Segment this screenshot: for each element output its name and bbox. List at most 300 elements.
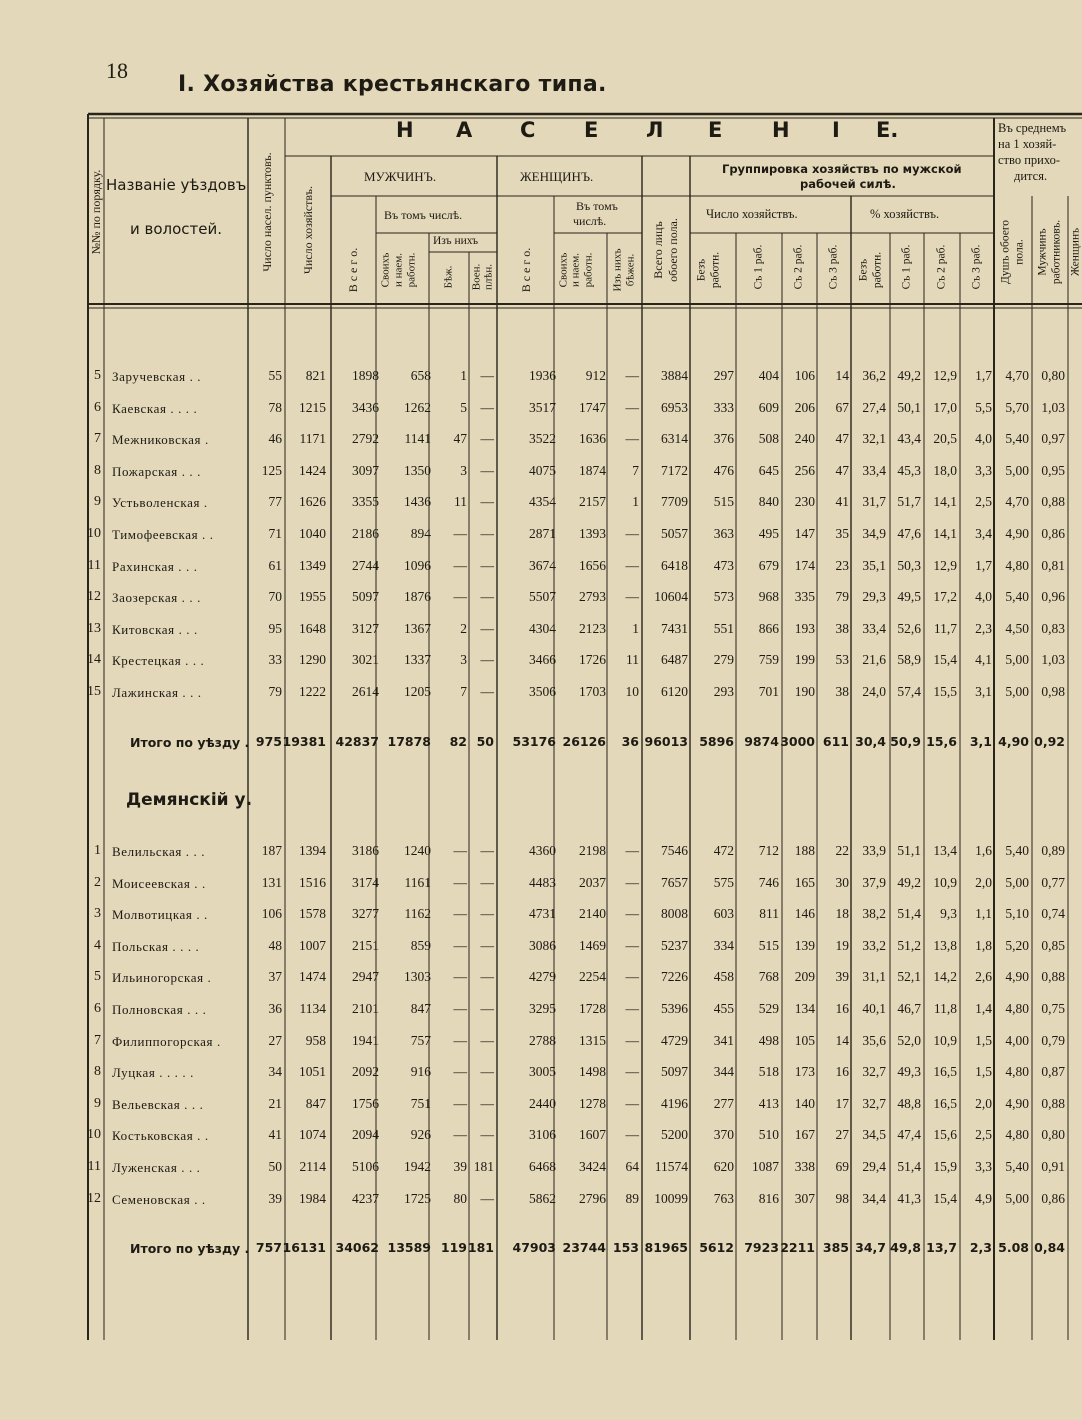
table-cell: 816 <box>758 1190 779 1206</box>
table-cell: 341 <box>713 1032 734 1048</box>
total-cell: 53176 <box>512 734 556 749</box>
men-own-hired-header-3: работн. <box>405 252 418 288</box>
table-cell: 79 <box>268 684 282 699</box>
row-number: 13 <box>87 620 101 636</box>
table-cell: 7431 <box>661 620 688 636</box>
table-cell: 5097 <box>661 1064 688 1080</box>
table-cell: 763 <box>713 1190 734 1206</box>
volost-name: Китовская . . . <box>112 621 198 637</box>
table-cell: 968 <box>758 589 779 605</box>
table-cell: 916 <box>410 1064 431 1080</box>
table-cell: 20,5 <box>933 431 957 447</box>
table-cell: 620 <box>713 1159 734 1174</box>
table-cell: 6314 <box>661 431 688 447</box>
table-cell: 2744 <box>352 557 379 573</box>
table-cell: 1,1 <box>975 906 992 922</box>
avg-heading-2: на 1 хозяй- <box>998 137 1057 151</box>
table-cell: 6953 <box>661 399 688 415</box>
table-cell: 334 <box>713 937 734 953</box>
row-number: 7 <box>94 1032 101 1048</box>
table-cell: 46 <box>268 431 282 447</box>
table-cell: 64 <box>625 1159 639 1174</box>
volost-name: Тимофеевская . . <box>112 527 214 542</box>
table-cell: 17,2 <box>933 589 957 605</box>
table-cell: 10 <box>625 684 639 699</box>
table-cell: 3097 <box>352 462 379 478</box>
table-cell: 47 <box>835 462 849 478</box>
table-cell: 0,86 <box>1041 1190 1065 1206</box>
table-cell: 38 <box>835 684 849 699</box>
table-cell: 32,7 <box>862 1095 886 1111</box>
table-cell: 3086 <box>529 937 556 953</box>
table-cell: 10,9 <box>933 874 957 890</box>
table-cell: 1898 <box>352 368 379 383</box>
table-cell: 14,1 <box>933 494 957 510</box>
table-cell: 3021 <box>352 652 379 668</box>
table-cell: 1424 <box>299 462 326 478</box>
table-cell: 1162 <box>404 906 431 922</box>
table-cell: 926 <box>410 1127 431 1143</box>
table-cell: 335 <box>794 589 815 605</box>
table-cell: 36,2 <box>862 368 886 383</box>
table-cell: 3355 <box>352 494 379 510</box>
total-cell: 153 <box>612 1240 639 1255</box>
table-cell: 36 <box>268 1001 282 1016</box>
row-number: 5 <box>94 368 101 383</box>
table-cell: 52,6 <box>897 620 921 636</box>
table-cell: 0,89 <box>1041 843 1065 858</box>
table-cell: 2094 <box>352 1127 379 1143</box>
table-cell: 5,00 <box>1005 684 1029 699</box>
table-cell: 17 <box>835 1095 849 1111</box>
table-cell: 2,0 <box>975 1095 992 1111</box>
volost-name: Заозерская . . . <box>112 590 201 606</box>
table-cell: — <box>453 906 467 922</box>
table-cell: 3506 <box>529 684 556 699</box>
row-number: 9 <box>94 494 101 510</box>
table-cell: 1141 <box>404 431 431 447</box>
g0-pct-header-2: работн. <box>871 251 884 289</box>
row-number: 10 <box>87 526 101 541</box>
table-cell: 1394 <box>299 843 326 858</box>
table-cell: 3 <box>460 652 467 668</box>
volost-name: Каевская . . . . <box>112 400 198 416</box>
total-cell: 5896 <box>699 734 734 749</box>
table-cell: 4,9 <box>975 1190 992 1206</box>
table-cell: 1290 <box>299 652 326 668</box>
table-cell: — <box>453 874 467 890</box>
table-cell: 35 <box>835 526 849 541</box>
pow-header-2: плѣн. <box>482 264 495 290</box>
table-cell: 5507 <box>529 589 556 605</box>
table-cell: 821 <box>305 368 326 383</box>
table-cell: 173 <box>794 1064 815 1080</box>
table-cell: — <box>480 843 494 858</box>
g1-pct-header: Съ 1 раб. <box>900 244 913 290</box>
table-cell: 4,90 <box>1005 1095 1029 1111</box>
table-cell: 55 <box>268 368 282 383</box>
table-cell: — <box>480 526 494 541</box>
table-cell: 27 <box>835 1127 849 1143</box>
table-cell: 5,10 <box>1005 906 1029 922</box>
table-cell: 3005 <box>529 1064 556 1080</box>
row-number: 10 <box>87 1127 101 1143</box>
table-cell: 1747 <box>579 399 606 415</box>
g3-pct-header: Съ 3 раб. <box>970 244 983 290</box>
table-cell: 5,40 <box>1005 843 1029 858</box>
table-cell: 77 <box>268 494 282 510</box>
g2-pct-header: Съ 2 раб. <box>935 244 948 290</box>
table-cell: 751 <box>410 1095 431 1111</box>
volost-name: Лажинская . . . <box>112 685 202 700</box>
table-cell: 13,4 <box>933 843 957 858</box>
total-cell: 2211 <box>780 1240 815 1255</box>
table-cell: 1636 <box>579 431 606 447</box>
table-cell: 2140 <box>579 906 606 922</box>
total-cell: 47903 <box>512 1240 556 1255</box>
row-number: 7 <box>94 431 101 447</box>
table-cell: 139 <box>794 937 815 953</box>
g1-header: Съ 1 раб. <box>752 244 765 290</box>
table-cell: — <box>480 652 494 668</box>
table-cell: 71 <box>268 526 282 541</box>
table-cell: 2,3 <box>975 620 992 636</box>
volost-name: Ильиногорская . <box>112 970 212 986</box>
volost-name: Межниковская . <box>112 432 209 448</box>
total-cell: 96013 <box>644 734 688 749</box>
souls-header-2: пола. <box>1013 239 1026 265</box>
women-refugees-header-2: бѣжен. <box>624 253 637 287</box>
table-cell: 5,00 <box>1005 462 1029 478</box>
table-cell: 8008 <box>661 906 688 922</box>
table-cell: 307 <box>794 1190 815 1206</box>
table-cell: 0,91 <box>1041 1159 1065 1174</box>
total-cell: 181 <box>467 1240 494 1255</box>
table-cell: 4,80 <box>1005 1001 1029 1016</box>
naselenie-letter: І <box>832 118 840 142</box>
total-cell: 16131 <box>282 1240 326 1255</box>
table-cell: 39 <box>835 969 849 985</box>
table-cell: 3295 <box>529 1001 556 1016</box>
table-cell: 240 <box>794 431 815 447</box>
table-cell: 16,5 <box>933 1095 957 1111</box>
table-cell: 0,88 <box>1041 1095 1065 1111</box>
row-number: 15 <box>87 684 101 699</box>
women-own-hired-header-3: работн. <box>582 252 595 288</box>
table-cell: 4196 <box>661 1095 688 1111</box>
table-cell: 1337 <box>404 652 431 668</box>
volost-name: Крестецкая . . . <box>112 653 205 669</box>
table-cell: 10099 <box>654 1190 688 1206</box>
table-cell: 376 <box>713 431 734 447</box>
table-cell: — <box>453 526 467 541</box>
total-cell: 42837 <box>335 734 379 749</box>
table-cell: — <box>453 1127 467 1143</box>
table-cell: 47,4 <box>897 1127 921 1143</box>
table-cell: 29,4 <box>862 1159 886 1174</box>
table-cell: 1240 <box>404 843 431 858</box>
table-cell: 15,4 <box>933 1190 957 1206</box>
naselenie-letter: Е. <box>876 118 899 142</box>
table-cell: 1469 <box>579 937 606 953</box>
table-cell: 2,5 <box>975 1127 992 1143</box>
table-cell: 2037 <box>579 874 606 890</box>
table-cell: 1205 <box>404 684 431 699</box>
table-cell: 98 <box>835 1190 849 1206</box>
table-cell: 1393 <box>579 526 606 541</box>
table-cell: 33 <box>268 652 282 668</box>
table-cell: 10,9 <box>933 1032 957 1048</box>
table-cell: 79 <box>835 589 849 605</box>
table-cell: 47,6 <box>897 526 921 541</box>
table-cell: 51,4 <box>897 906 921 922</box>
volost-name: Костьковская . . <box>112 1128 209 1144</box>
table-cell: 14 <box>835 368 849 383</box>
table-cell: 404 <box>758 368 779 383</box>
table-cell: 3174 <box>352 874 379 890</box>
table-cell: 10604 <box>654 589 688 605</box>
table-cell: — <box>480 1095 494 1111</box>
men-own-hired-header-1: Своихъ <box>379 252 392 288</box>
table-cell: 51,1 <box>897 843 921 858</box>
table-cell: 0,88 <box>1041 969 1065 985</box>
table-cell: — <box>625 969 639 985</box>
table-cell: — <box>480 368 494 383</box>
table-cell: 187 <box>261 843 282 858</box>
table-cell: 297 <box>713 368 734 383</box>
table-cell: 15,6 <box>933 1127 957 1143</box>
table-cell: 22 <box>835 843 849 858</box>
total-cell: 17878 <box>387 734 431 749</box>
table-cell: 37 <box>268 969 282 985</box>
total-cell: 82 <box>449 734 467 749</box>
volost-name: Филиппогорская . <box>112 1033 221 1049</box>
table-cell: 2,0 <box>975 874 992 890</box>
avg-heading-1: Въ среднемъ <box>998 121 1067 135</box>
table-cell: — <box>480 1032 494 1048</box>
naselenie-letter: Н <box>396 118 414 142</box>
table-cell: 1087 <box>752 1159 779 1174</box>
col-header-points: Число насел. пунктовъ. <box>260 152 274 272</box>
total-cell: 2,3 <box>969 1240 992 1255</box>
row-number: 2 <box>94 874 101 890</box>
table-cell: 80 <box>453 1190 467 1206</box>
table-cell: 146 <box>794 906 815 922</box>
total-persons-header-2: обоего пола. <box>666 218 680 282</box>
table-cell: 41 <box>268 1127 282 1143</box>
table-cell: 1278 <box>579 1095 606 1111</box>
table-cell: 363 <box>713 526 734 541</box>
table-cell: 11,8 <box>933 1001 957 1016</box>
table-cell: 18 <box>835 906 849 922</box>
table-cell: 1 <box>632 494 639 510</box>
table-cell: 2157 <box>579 494 606 510</box>
volost-name: Луцкая . . . . . <box>112 1065 194 1081</box>
table-cell: 1,7 <box>975 557 992 573</box>
table-cell: 4,70 <box>1005 368 1029 383</box>
table-cell: 27,4 <box>862 399 886 415</box>
women-workers-header: Женщинъ <box>1069 227 1082 277</box>
table-cell: 4,50 <box>1005 620 1029 636</box>
total-cell: 23744 <box>562 1240 606 1255</box>
table-cell: 11 <box>626 652 639 668</box>
women-total-header: В с е г о. <box>519 247 533 293</box>
table-cell: 3 <box>460 462 467 478</box>
total-cell: 50 <box>476 734 494 749</box>
table-cell: 4,1 <box>975 652 992 668</box>
table-cell: — <box>453 589 467 605</box>
table-cell: 658 <box>410 368 431 383</box>
workers-header-1: Мужчинъ <box>1036 228 1049 276</box>
naselenie-letter: А <box>456 118 473 142</box>
table-cell: 140 <box>794 1095 815 1111</box>
total-cell: 50,9 <box>890 734 921 749</box>
table-cell: — <box>625 526 639 541</box>
table-cell: 199 <box>794 652 815 668</box>
table-cell: — <box>625 1032 639 1048</box>
total-cell: 15,6 <box>926 734 957 749</box>
table-cell: 3277 <box>352 906 379 922</box>
table-cell: 134 <box>794 1001 815 1016</box>
table-cell: 1941 <box>352 1032 379 1048</box>
table-cell: 1,03 <box>1041 652 1065 668</box>
table-cell: 3186 <box>352 843 379 858</box>
volost-name: Пожарская . . . <box>112 463 201 479</box>
table-cell: 757 <box>410 1032 431 1048</box>
table-cell: 32,7 <box>862 1064 886 1080</box>
table-cell: 47 <box>453 431 467 447</box>
table-cell: 30 <box>835 874 849 890</box>
table-cell: 89 <box>625 1190 639 1206</box>
total-cell: 26126 <box>562 734 606 749</box>
table-cell: 27 <box>268 1032 282 1048</box>
table-cell: 5,00 <box>1005 652 1029 668</box>
table-cell: 167 <box>794 1127 815 1143</box>
table-cell: 1,6 <box>975 843 992 858</box>
table-cell: 5,00 <box>1005 874 1029 890</box>
table-cell: 2101 <box>352 1001 379 1016</box>
volost-name: Вельевская . . . <box>112 1096 204 1112</box>
men-total-header: В с е г о. <box>346 247 360 293</box>
table-cell: 12,9 <box>933 557 957 573</box>
total-cell: 49,8 <box>890 1240 921 1255</box>
table-cell: 279 <box>713 652 734 668</box>
table-cell: 4729 <box>661 1032 688 1048</box>
table-cell: 4279 <box>529 969 556 985</box>
statistical-table <box>86 112 1082 1340</box>
table-cell: 16 <box>835 1001 849 1016</box>
table-cell: 1756 <box>352 1095 379 1111</box>
table-cell: 2440 <box>529 1095 556 1111</box>
grouping-heading-1: Группировка хозяйствъ по мужской <box>722 162 962 176</box>
table-cell: 5,40 <box>1005 431 1029 447</box>
table-cell: 1955 <box>299 589 326 605</box>
table-cell: 1656 <box>579 557 606 573</box>
table-cell: — <box>480 620 494 636</box>
avg-heading-4: дится. <box>1014 169 1048 183</box>
table-cell: 2092 <box>352 1064 379 1080</box>
table-cell: 7172 <box>661 462 688 478</box>
table-cell: 38 <box>835 620 849 636</box>
total-cell: 0,84 <box>1034 1240 1065 1255</box>
table-cell: 847 <box>305 1095 326 1111</box>
pow-header-1: Воен. <box>470 263 483 291</box>
total-cell: 34062 <box>335 1240 379 1255</box>
total-cell: 19381 <box>282 734 326 749</box>
col-header-households: Число хозяйствъ. <box>301 186 315 274</box>
table-cell: 4,00 <box>1005 1032 1029 1048</box>
table-cell: 1942 <box>404 1159 431 1174</box>
table-cell: 15,4 <box>933 652 957 668</box>
table-cell: 0,81 <box>1041 557 1065 573</box>
table-cell: 1051 <box>299 1064 326 1080</box>
table-cell: 50,1 <box>897 399 921 415</box>
table-cell: 1262 <box>404 399 431 415</box>
table-cell: 1349 <box>299 557 326 573</box>
table-cell: 51,4 <box>897 1159 921 1174</box>
table-cell: 1303 <box>404 969 431 985</box>
table-cell: 4731 <box>529 906 556 922</box>
county-heading: Демянскій у. <box>126 790 253 810</box>
table-cell: 0,74 <box>1041 906 1065 922</box>
table-cell: 58,9 <box>897 652 921 668</box>
table-cell: 24,0 <box>862 684 886 699</box>
table-cell: 14,2 <box>933 969 957 985</box>
table-cell: 15,5 <box>933 684 957 699</box>
table-cell: 209 <box>794 969 815 985</box>
total-cell: 975 <box>255 734 282 749</box>
table-cell: — <box>480 1064 494 1080</box>
table-cell: 1,7 <box>975 368 992 383</box>
table-cell: 4360 <box>529 843 556 858</box>
table-cell: 5057 <box>661 526 688 541</box>
table-cell: 2,5 <box>975 494 992 510</box>
table-cell: 1 <box>460 368 467 383</box>
table-cell: 4483 <box>529 874 556 890</box>
table-cell: 49,2 <box>897 874 921 890</box>
table-cell: 95 <box>268 620 282 636</box>
table-cell: 41 <box>835 494 849 510</box>
table-cell: 0,80 <box>1041 1127 1065 1143</box>
table-cell: 508 <box>758 431 779 447</box>
row-number: 6 <box>94 399 101 415</box>
table-cell: 1222 <box>299 684 326 699</box>
table-cell: 3,3 <box>975 462 992 478</box>
table-cell: 529 <box>758 1001 779 1016</box>
table-cell: 6120 <box>661 684 688 699</box>
table-cell: 43,4 <box>897 431 921 447</box>
table-cell: 50,3 <box>897 557 921 573</box>
table-cell: 859 <box>410 937 431 953</box>
total-cell: 9874 <box>744 734 779 749</box>
table-cell: 33,9 <box>862 843 886 858</box>
volost-name: Велильская . . . <box>112 844 206 859</box>
table-cell: 33,4 <box>862 462 886 478</box>
table-cell: 41,3 <box>897 1190 921 1206</box>
table-cell: 2198 <box>579 843 606 858</box>
table-cell: 131 <box>261 874 282 890</box>
table-cell: 7226 <box>661 969 688 985</box>
hh-pct-heading: % хозяйствъ. <box>870 207 940 221</box>
g0-header-1: Безъ <box>695 258 708 282</box>
total-cell: 5.08 <box>998 1240 1029 1255</box>
table-cell: 3522 <box>529 431 556 447</box>
table-cell: 0,88 <box>1041 494 1065 510</box>
table-cell: 1134 <box>299 1001 326 1016</box>
table-cell: — <box>480 937 494 953</box>
table-cell: 3436 <box>352 399 379 415</box>
table-cell: 51,7 <box>897 494 921 510</box>
